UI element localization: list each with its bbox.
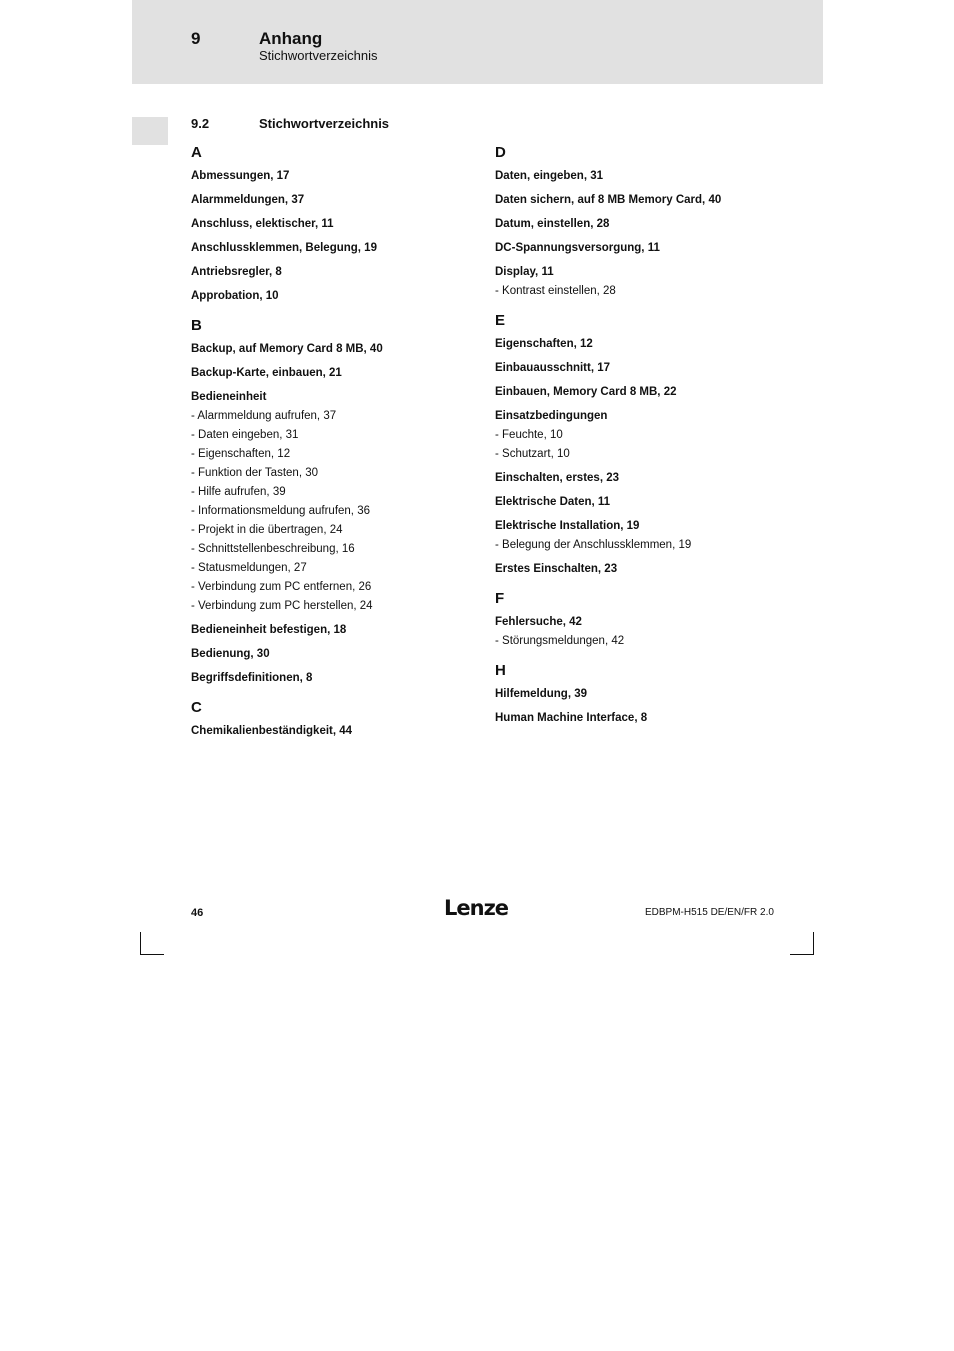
- index-subentry: - Eigenschaften, 12: [191, 448, 291, 460]
- index-column-left: [191, 143, 481, 739]
- index-entry: Chemikalienbeständigkeit, 44: [191, 725, 353, 737]
- index-letter-heading: F: [495, 590, 505, 607]
- index-entry: Display, 11: [495, 266, 554, 278]
- index-subentry: - Informationsmeldung aufrufen, 36: [191, 505, 370, 517]
- index-letter-heading: E: [495, 312, 506, 329]
- index-entry: Daten, eingeben, 31: [495, 170, 604, 182]
- index-subentry: - Hilfe aufrufen, 39: [191, 486, 286, 498]
- index-entry: Hilfemeldung, 39: [495, 688, 588, 700]
- index-subentry: - Kontrast einstellen, 28: [495, 285, 616, 297]
- index-letter-heading: H: [495, 662, 506, 679]
- index-entry: Antriebsregler, 8: [191, 266, 282, 278]
- index-entry: Human Machine Interface, 8: [495, 712, 648, 724]
- index-entry: Einsatzbedingungen: [495, 410, 608, 422]
- index-entry: Begriffsdefinitionen, 8: [191, 672, 313, 684]
- index-entry: Bedieneinheit: [191, 391, 267, 403]
- chapter-subtitle: Stichwortverzeichnis: [259, 48, 378, 63]
- index-subentry: - Verbindung zum PC entfernen, 26: [191, 581, 372, 593]
- index-entry: Approbation, 10: [191, 290, 279, 302]
- index-entry: Anschluss, elektischer, 11: [191, 218, 334, 230]
- index-subentry: - Statusmeldungen, 27: [191, 562, 307, 574]
- header-band: [132, 0, 823, 84]
- index-entry: Datum, einstellen, 28: [495, 218, 610, 230]
- side-tab-marker: [132, 117, 168, 145]
- index-entry: Bedieneinheit befestigen, 18: [191, 624, 347, 636]
- index-entry: Bedienung, 30: [191, 648, 270, 660]
- index-subentry: - Projekt in die übertragen, 24: [191, 524, 343, 536]
- index-column-right: [495, 143, 785, 726]
- index-entry: Eigenschaften, 12: [495, 338, 593, 350]
- lenze-logo: Lenze: [444, 896, 509, 920]
- index-subentry: - Feuchte, 10: [495, 429, 563, 441]
- chapter-title: Anhang: [259, 29, 323, 48]
- index-entry: DC-Spannungsversorgung, 11: [495, 242, 660, 254]
- crop-mark-left: [140, 932, 164, 955]
- document-code: EDBPM-H515 DE/EN/FR 2.0: [645, 907, 774, 918]
- index-entry: Daten sichern, auf 8 MB Memory Card, 40: [495, 194, 722, 206]
- page-number: 46: [191, 907, 204, 919]
- index-letter-heading: B: [191, 317, 202, 334]
- index-entry: Elektrische Daten, 11: [495, 496, 611, 508]
- index-entry: Erstes Einschalten, 23: [495, 563, 618, 575]
- index-entry: Anschlussklemmen, Belegung, 19: [191, 242, 377, 254]
- section-title: Stichwortverzeichnis: [259, 116, 390, 131]
- index-entry: Abmessungen, 17: [191, 170, 290, 182]
- index-subentry: - Störungsmeldungen, 42: [495, 635, 625, 647]
- index-entry: Alarmmeldungen, 37: [191, 194, 305, 206]
- index-subentry: - Schnittstellenbeschreibung, 16: [191, 543, 355, 555]
- index-letter-heading: C: [191, 699, 202, 716]
- index-entry: Backup-Karte, einbauen, 21: [191, 367, 342, 379]
- index-subentry: - Belegung der Anschlussklemmen, 19: [495, 539, 692, 551]
- index-subentry: - Schutzart, 10: [495, 448, 570, 460]
- index-entry: Elektrische Installation, 19: [495, 520, 640, 532]
- section-number: 9.2: [191, 116, 210, 131]
- index-subentry: - Funktion der Tasten, 30: [191, 467, 318, 479]
- index-letter-heading: A: [191, 144, 202, 161]
- index-subentry: - Alarmmeldung aufrufen, 37: [191, 410, 337, 422]
- index-entry: Einbauen, Memory Card 8 MB, 22: [495, 386, 677, 398]
- index-entry: Einbauausschnitt, 17: [495, 362, 611, 374]
- index-subentry: - Daten eingeben, 31: [191, 429, 299, 441]
- index-entry: Einschalten, erstes, 23: [495, 472, 620, 484]
- index-entry: Fehlersuche, 42: [495, 616, 582, 628]
- crop-mark-right: [790, 932, 814, 955]
- chapter-number: 9: [191, 29, 201, 48]
- index-entry: Backup, auf Memory Card 8 MB, 40: [191, 343, 383, 355]
- index-subentry: - Verbindung zum PC herstellen, 24: [191, 600, 373, 612]
- index-letter-heading: D: [495, 144, 506, 161]
